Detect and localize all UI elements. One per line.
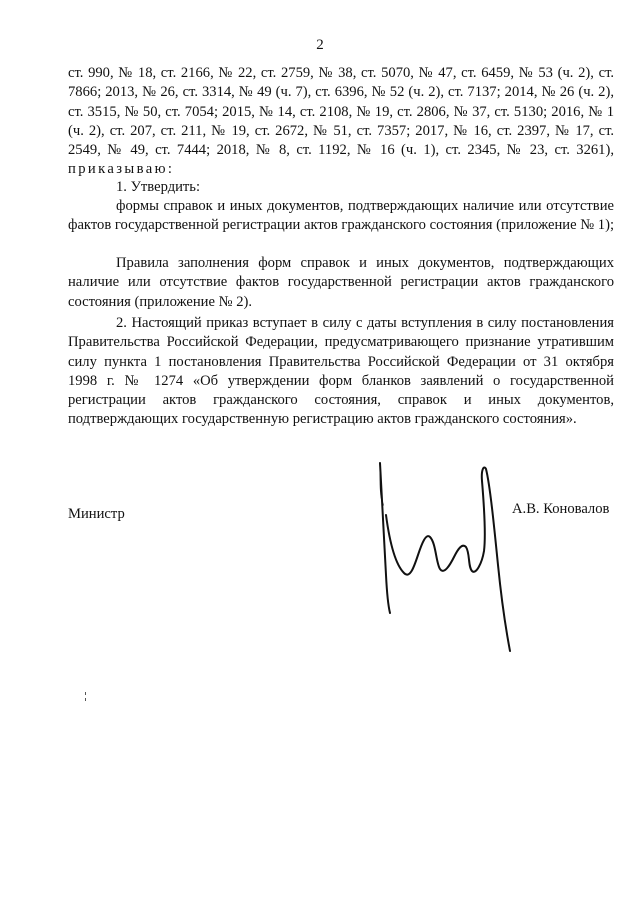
forms-paragraph: формы справок и иных документов, подтверждающих наличие или отсутствие фактов государственной регистрации актов гражданского состояния (приложение № 1); <box>68 198 615 234</box>
handwritten-signature <box>370 455 520 660</box>
preamble-text: ст. 990, № 18, ст. 2166, № 22, ст. 2759, № 38, ст. 5070, № 47, ст. 6459, № 53 (ч. 2), ст. 7866; 2013, № 26, ст. 3314, № 49 (ч. 7), ст. 6396, № 52 (ч. 2), ст. 7137; 2014, № 26 (ч. 2), ст. 3515, № 50, ст. 7054; 2015, № 14, ст. 2108, № 19, ст. 2806, № 37, ст. 5130; 2016, № 1 (ч. 2), ст. 207, ст. 211, № 19, ст. 2672, № 51, ст. 7357; 2017, № 16, ст. 2397, № 17, ст. 2549, № 49, ст. 7444; 2018, № 8, ст. 1192, № 16 (ч. 1), ст. 2345, № 23, ст. 3261), <box>68 65 614 159</box>
order-colon: : <box>167 161 172 178</box>
preamble-paragraph <box>68 64 614 180</box>
order-word: приказываю <box>68 161 168 178</box>
item-1-heading <box>68 178 614 197</box>
effective-paragraph: 2. Настоящий приказ вступает в силу с даты вступления в силу постановления Правительства Российской Федерации, предусматривающего признание утратившим силу пункта 1 постановления Правительства Российской Федерации от 31 октября 1998 г. № 1274 «Об утверждении форм бланков заявлений о государственной регистрации актов гражданского состояния, справок и иных документов, подтверждающих государственную регистрацию актов гражданского состояния». <box>68 315 614 428</box>
item-1-forms <box>68 197 614 236</box>
page-number: 2 <box>316 37 324 53</box>
rules-paragraph: Правила заполнения форм справок и иных документов, подтверждающих наличие или отсутствие фактов государственной регистрации актов гражданского состояния (приложение № 2). <box>68 255 614 310</box>
minister-name: А.В. Коновалов <box>512 501 610 517</box>
approve-line: 1. Утвердить: <box>116 179 201 195</box>
minister-title: Министр <box>68 506 125 522</box>
item-1-rules <box>68 254 614 312</box>
margin-mark <box>84 692 87 702</box>
item-2 <box>68 314 614 430</box>
